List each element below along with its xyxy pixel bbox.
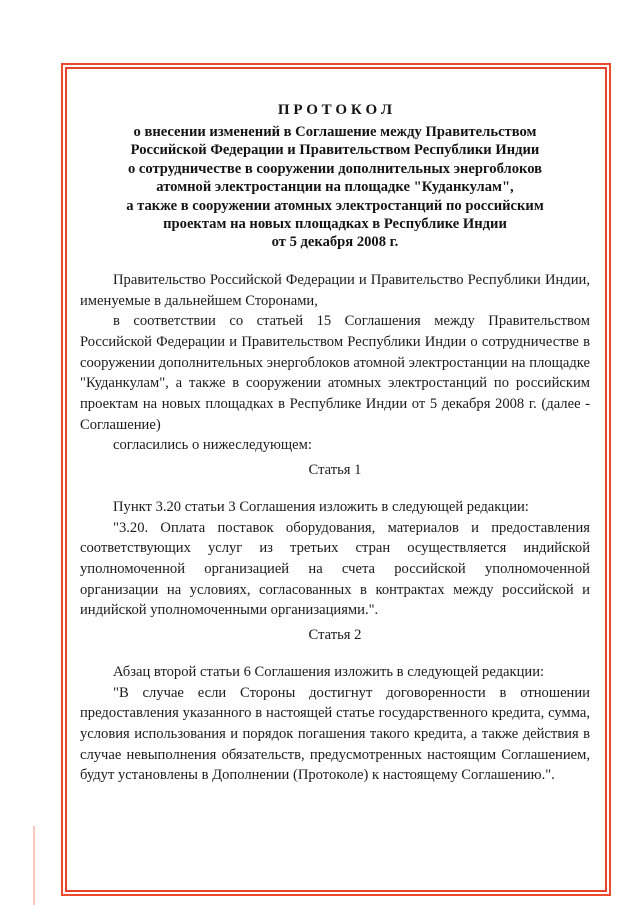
article-1-paragraph-1: Пункт 3.20 статьи 3 Соглашения изложить в следующей редакции: [113,498,529,515]
preamble-paragraph-3: согласились о нижеследующем: [113,437,312,454]
subtitle-line-2: Российской Федерации и Правительством Республики Индии [130,142,540,159]
subtitle-line-6: проектам на новых площадках в Республике Индии [163,216,507,233]
article-2-paragraph-2: "В случае если Стороны достигнут договоренности в отношении предоставления указанного в настоящей статье государственного кредита, сумма, условия использования и порядок погашения такого кредита, а также действия в случае невыполнения обязательств, предусмотренных настоящим Соглашением, будут установлены в Дополнении (Протоколе) к настоящему Соглашению.". [80,684,590,784]
preamble-paragraph-2: в соответствии со статьей 15 Соглашения между Правительством Российской Федерации и Правительством Республики Индии о сотрудничестве в сооружении дополнительных энергоблоков атомной электростанции на площадке "Куданкулам", а также в сооружении атомных электростанций по российским проектам на новых площадках в Республике Индии от 5 декабря 2008 г. (далее - Соглашение) [80,313,590,433]
subtitle-line-4: атомной электростанции на площадке "Куданкулам", [156,179,514,196]
article-2-paragraph-1: Абзац второй статьи 6 Соглашения изложить в следующей редакции: [113,663,545,680]
subtitle-line-5: а также в сооружении атомных электростанций по российским [126,197,544,214]
subtitle-line-3: о сотрудничестве в сооружении дополнительных энергоблоков [127,160,543,177]
subtitle-line-1: о внесении изменений в Соглашение между Правительством [133,124,537,140]
subtitle-line-7: от 5 декабря 2008 г. [271,234,399,251]
preamble-paragraph-1: Правительство Российской Федерации и Правительство Республики Индии, именуемые в дальнейшем Сторонами, [80,271,590,309]
article-1-paragraph-2: "3.20. Оплата поставок оборудования, материалов и предоставления соответствующих услуг из третьих стран осуществляется индийской уполномоченной организацией на счета российской уполномоченной организации на условиях, согласованных в контрактах между российской и индийской уполномоченными организациями.". [80,519,590,619]
article-1-heading: Статья 1 [308,462,362,479]
document-title: П Р О Т О К О Л [277,102,393,118]
document-subtitle [80,123,590,252]
scan-artifact-line [33,826,35,905]
document-body [80,100,590,786]
article-2-heading: Статья 2 [308,627,362,644]
